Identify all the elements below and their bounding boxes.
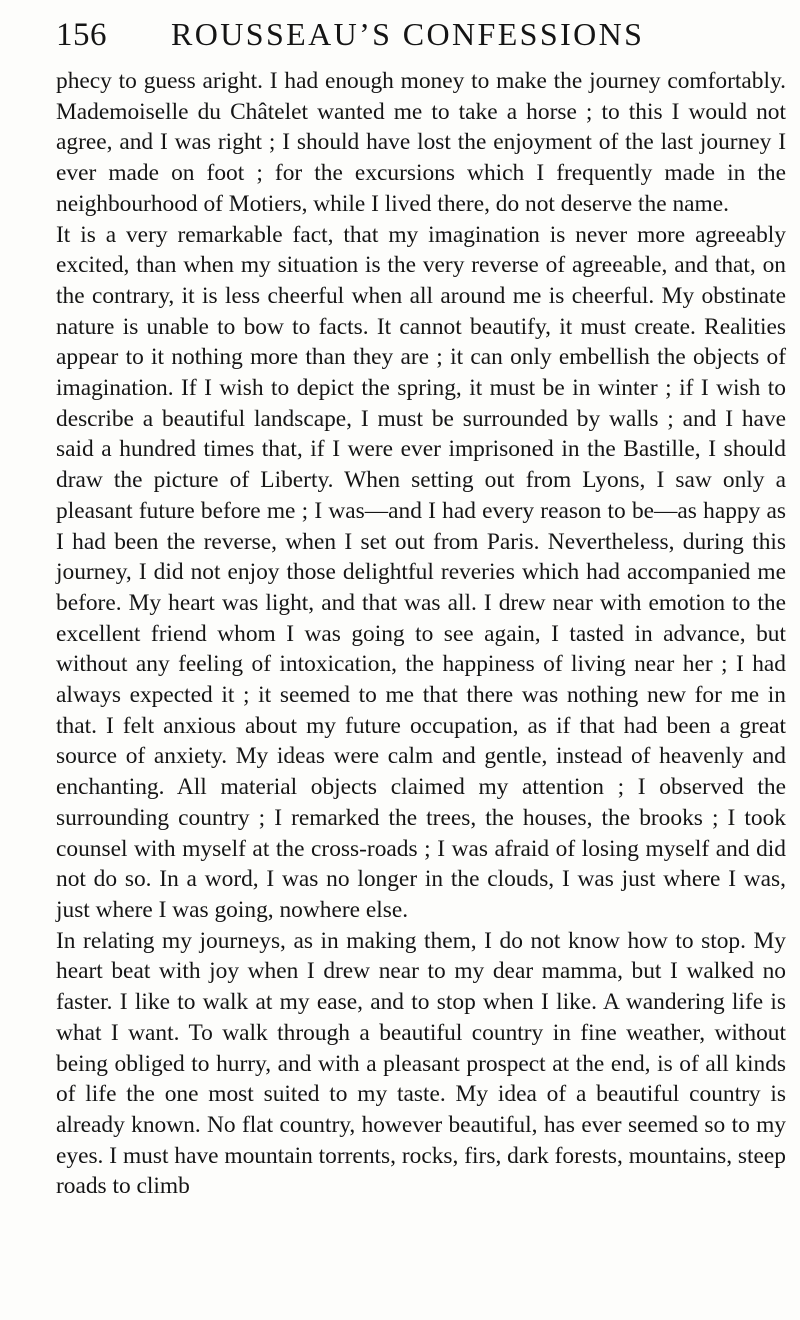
paragraph-imagination: It is a very remarkable fact, that my imagination is never more agreeably excited, than when my situation is the very reverse of agreeable, and that, on the contrary, it is less cheerful when all around me is cheerful. My obstinate nature is unable to bow to facts. It cannot beautify, it must create. Realities appear to it nothing more than they are ; it can only embellish the objects of imagination. If I wish to depict the spring, it must be in winter ; if I wish to describe a beautiful landscape, I must be surrounded by walls ; and I have said a hundred times that, if I were ever imprisoned in the Bastille, I should draw the picture of Liberty. When setting out from Lyons, I saw only a pleasant future before me ; I was—and I had every reason to be—as happy as I had been the reverse, when I set out from Paris. Nevertheless, during this journey, I did not enjoy those delightful reveries which had accompanied me before. My heart was light, and that was all. I drew near with emotion to the excellent friend whom I was going to see again, I tasted in advance, but without any feeling of intoxication, the happiness of living near her ; I had always expected it ; it seemed to me that there was nothing new for me in that. I felt anxious about my future occupation, as if that had been a great source of anxiety. My ideas were calm and gentle, instead of heavenly and enchanting. All material objects claimed my attention ; I observed the surrounding country ; I remarked the trees, the houses, the brooks ; I took counsel with myself at the cross-roads ; I was afraid of losing myself and did not do so. In a word, I was no longer in the clouds, I was just where I was, just where I was going, nowhere else. bbox=[56, 221, 786, 923]
running-head: ROUSSEAU’S CONFESSIONS bbox=[171, 16, 645, 52]
page-header bbox=[56, 16, 786, 64]
paragraph-journeys: In relating my journeys, as in making them, I do not know how to stop. My heart beat with joy when I drew near to my dear mamma, but I walked no faster. I like to walk at my ease, and to stop when I like. A wandering life is what I want. To walk through a beautiful country in fine weather, without being obliged to hurry, and with a pleasant prospect at the end, is of all kinds of life the one most suited to my taste. My idea of a beautiful country is already known. No flat country, however beautiful, has ever seemed so to my eyes. I must have mountain torrents, rocks, firs, dark forests, mountains, steep roads to climb bbox=[56, 927, 786, 1200]
book-page bbox=[56, 16, 786, 1202]
page-number: 156 bbox=[56, 17, 107, 53]
body-text bbox=[56, 66, 786, 1202]
paragraph-continuation: phecy to guess aright. I had enough money to make the journey comfortably. Mademoiselle du Châtelet wanted me to take a horse ; to this I would not agree, and I was right ; I should have lost the enjoyment of the last journey I ever made on foot ; for the excursions which I frequently made in the neighbourhood of Motiers, while I lived there, do not deserve the name. bbox=[56, 68, 786, 217]
